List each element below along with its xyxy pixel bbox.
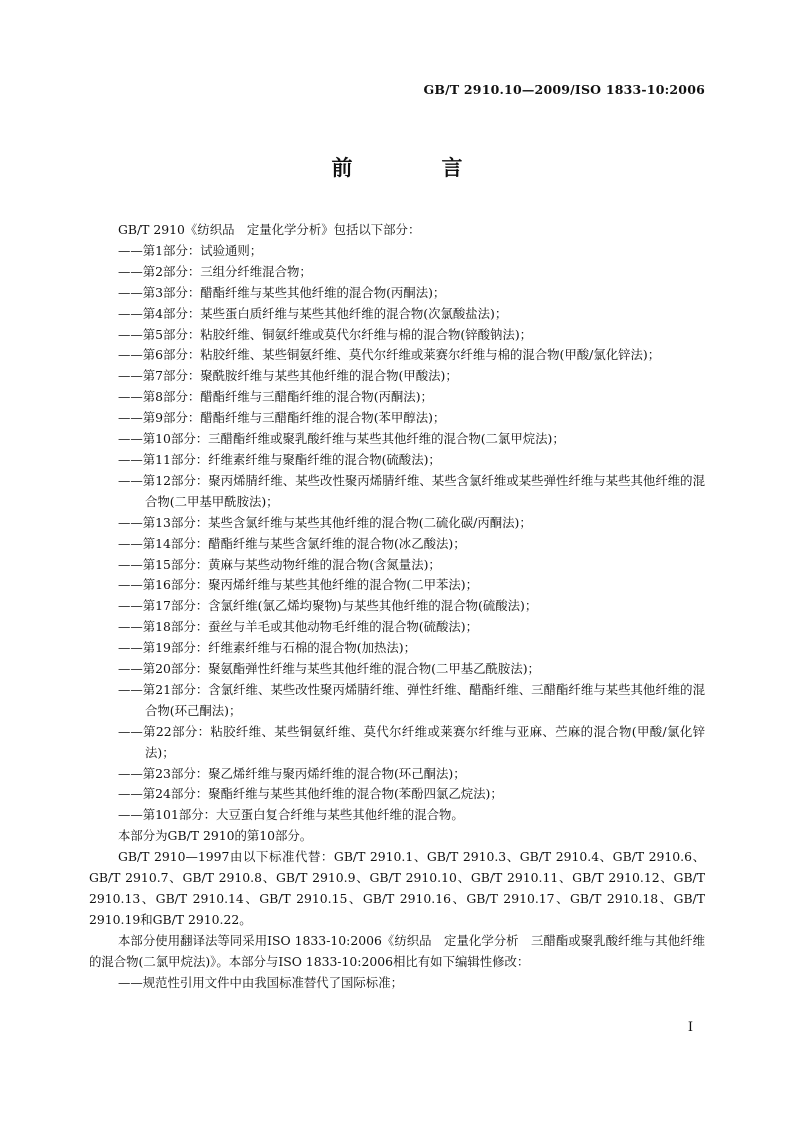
- list-item: ——第16部分：聚丙烯纤维与某些其他纤维的混合物(二甲苯法)；: [118, 577, 478, 593]
- list-item: ——第19部分：纤维素纤维与石棉的混合物(加热法)；: [118, 640, 417, 656]
- page-title: 前 言: [331, 155, 497, 180]
- list-item: ——第18部分：蚕丝与羊毛或其他动物毛纤维的混合物(硫酸法)；: [118, 619, 478, 635]
- document-body: [89, 220, 705, 994]
- list-item: ——第8部分：醋酯纤维与三醋酯纤维的混合物(丙酮法)；: [118, 389, 433, 405]
- list-item: ——第14部分：醋酯纤维与某些含氯纤维的混合物(冰乙酸法)；: [118, 535, 466, 551]
- list-item: ——第12部分：聚丙烯腈纤维、某些改性聚丙烯腈纤维、某些含氯纤维或某些弹性纤维与某些其他纤维的混合物(二甲基甲酰胺法)；: [118, 472, 705, 509]
- list-item: ——第20部分：聚氨酯弹性纤维与某些其他纤维的混合物(二甲基乙酰胺法)；: [118, 661, 540, 677]
- list-item: ——第11部分：纤维素纤维与聚酯纤维的混合物(硫酸法)；: [118, 451, 441, 467]
- list-item: ——第6部分：粘胶纤维、某些铜氨纤维、莫代尔纤维或莱赛尔纤维与棉的混合物(甲酸/氯化锌法)；: [118, 347, 661, 363]
- list-item: ——第10部分：三醋酯纤维或聚乳酸纤维与某些其他纤维的混合物(二氯甲烷法)；: [118, 431, 565, 447]
- body-paragraph: 本部分使用翻译法等同采用ISO 1833-10:2006《纺织品 定量化学分析 三醋酯或聚乳酸纤维与其他纤维的混合物(二氯甲烷法)》。本部分与ISO 1833-10:2006相比有如下编辑性修改：: [89, 932, 705, 969]
- list-item: ——第2部分：三组分纤维混合物；: [118, 263, 312, 279]
- list-item: ——第24部分：聚酯纤维与某些其他纤维的混合物(苯酚四氯乙烷法)；: [118, 786, 503, 802]
- list-item: ——第23部分：聚乙烯纤维与聚丙烯纤维的混合物(环己酮法)；: [118, 765, 466, 781]
- list-item: ——规范性引用文件中由我国标准替代了国际标准；: [118, 974, 403, 990]
- parts-list: [89, 241, 705, 826]
- standard-number-header: GB/T 2910.10—2009/ISO 1833-10:2006: [423, 82, 705, 97]
- list-item: ——第101部分：大豆蛋白复合纤维与某些其他纤维的混合物。: [118, 807, 464, 823]
- page-number: I: [687, 1020, 693, 1035]
- intro-paragraph: GB/T 2910《纺织品 定量化学分析》包括以下部分：: [118, 222, 421, 237]
- list-item: ——第17部分：含氯纤维(氯乙烯均聚物)与某些其他纤维的混合物(硫酸法)；: [118, 598, 538, 614]
- list-item: ——第5部分：粘胶纤维、铜氨纤维或莫代尔纤维与棉的混合物(锌酸钠法)；: [118, 326, 533, 342]
- list-item: ——第4部分：某些蛋白质纤维与某些其他纤维的混合物(次氯酸盐法)；: [118, 305, 508, 321]
- list-item: ——第3部分：醋酯纤维与某些其他纤维的混合物(丙酮法)；: [118, 284, 446, 300]
- list-item: ——第1部分：试验通则；: [118, 242, 263, 258]
- body-paragraph: GB/T 2910—1997由以下标准代替：GB/T 2910.1、GB/T 2910.3、GB/T 2910.4、GB/T 2910.6、GB/T 2910.7、GB/T 2910.8、GB/T 2910.9、GB/T 2910.10、GB/T 2910.11、GB/T 2910.12、GB/T 2910.13、GB/T 2910.14、GB/T 2910.15、GB/T 2910.16、GB/T 2910.17、GB/T 2910.18、GB/T 2910.19和GB/T 2910.22。: [89, 849, 705, 927]
- list-item: ——第7部分：聚酰胺纤维与某些其他纤维的混合物(甲酸法)；: [118, 368, 458, 384]
- list-item: ——第15部分：黄麻与某些动物纤维的混合物(含氮量法)；: [118, 556, 441, 572]
- body-paragraph: 本部分为GB/T 2910的第10部分。: [118, 828, 313, 844]
- list-item: ——第21部分：含氯纤维、某些改性聚丙烯腈纤维、弹性纤维、醋酯纤维、三醋酯纤维与某些其他纤维的混合物(环己酮法)；: [118, 681, 705, 718]
- list-item: ——第22部分：粘胶纤维、某些铜氨纤维、莫代尔纤维或莱赛尔纤维与亚麻、苎麻的混合物(甲酸/氯化锌法)；: [118, 723, 705, 760]
- list-item: ——第13部分：某些含氯纤维与某些其他纤维的混合物(二硫化碳/丙酮法)；: [118, 514, 532, 530]
- list-item: ——第9部分：醋酯纤维与三醋酯纤维的混合物(苯甲醇法)；: [118, 410, 446, 426]
